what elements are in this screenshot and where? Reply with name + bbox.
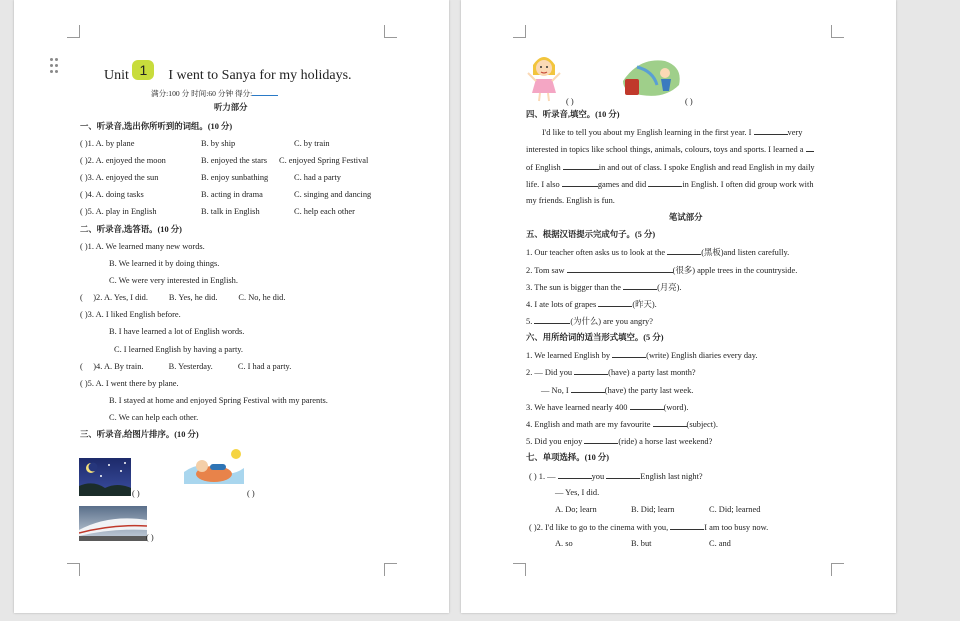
question-line: ( )3. A. I liked English before. xyxy=(80,310,181,319)
crop-mark xyxy=(831,563,844,576)
question-line: 5. Did you enjoy (ride) a horse last weekend? xyxy=(526,437,713,446)
question-row: ( )4. A. doing tasks B. acting in drama C. singing and dancing xyxy=(80,190,372,199)
question-row: ( )2. A. enjoyed the moon B. enjoyed the stars C. enjoyed Spring Festival xyxy=(80,156,369,165)
question-line: 5. (为什么) are you angry? xyxy=(526,317,653,326)
question-line: C. I learned English by having a party. xyxy=(114,345,244,354)
sunbathing-picture xyxy=(180,446,248,492)
section-7-title: 七、单项选择。(10 分) xyxy=(526,453,610,462)
paragraph-line: interested in topics like school things, animals, colours, toys and sports. I learned a xyxy=(526,143,814,155)
crop-mark xyxy=(384,563,397,576)
question-line: ( )5. A. I went there by plane. xyxy=(80,379,179,388)
section-4-title: 四、听录音,填空。(10 分) xyxy=(526,110,620,119)
crop-mark xyxy=(831,25,844,38)
paragraph-line: my friends. English is fun. xyxy=(526,196,615,205)
listening-header: 听力部分 xyxy=(214,103,248,112)
crop-mark xyxy=(513,25,526,38)
travel-picture xyxy=(617,51,687,103)
question-line: 2. Tom saw (很多) apple trees in the countryside. xyxy=(526,266,798,275)
crop-mark xyxy=(513,563,526,576)
question-line: C. We can help each other. xyxy=(109,413,199,422)
question-line: 3. The sun is bigger than the (月亮). xyxy=(526,283,682,292)
section-2-title: 二、听录音,选答语。(10 分) xyxy=(80,225,182,234)
drag-handle-icon[interactable] xyxy=(50,58,58,74)
question-line: C. We were very interested in English. xyxy=(109,276,238,285)
section-5-title: 五、根据汉语提示完成句子。(5 分) xyxy=(526,230,656,239)
paragraph-line: of English in and out of class. I spoke English and read English in my daily xyxy=(526,163,815,172)
question-row: ( )1. A. by plane B. by ship C. by train xyxy=(80,139,330,148)
section-1-title: 一、听录音,选出你所听到的词组。(10 分) xyxy=(80,122,233,131)
answer-paren: ( ) xyxy=(685,97,693,106)
question-line: 1. Our teacher often asks us to look at the (黑板)and listen carefully. xyxy=(526,248,790,257)
train-picture xyxy=(79,506,147,541)
page-title: Unit 1 I went to Sanya for my holidays. xyxy=(104,62,352,83)
question-line: ( )2. I'd like to go to the cinema with you, I am too busy now. xyxy=(529,523,769,532)
question-line: B. I stayed at home and enjoyed Spring Festival with my parents. xyxy=(109,396,328,405)
written-header: 笔试部分 xyxy=(669,213,703,222)
night-sky-picture xyxy=(79,458,131,496)
options-row: A. Do; learn B. Did; learn C. Did; learned xyxy=(555,505,761,514)
question-line: ( )1. A. We learned many new words. xyxy=(80,242,205,251)
girl-picture xyxy=(525,51,563,103)
question-line: ( ) 1. — you English last night? xyxy=(529,472,703,481)
crop-mark xyxy=(67,25,80,38)
question-line: — No, I (have) the party last week. xyxy=(541,386,694,395)
paragraph-line: I'd like to tell you about my English learning in the first year. I very xyxy=(542,128,803,137)
question-line: 1. We learned English by (write) English diaries every day. xyxy=(526,351,758,360)
paragraph-line: life. I also games and did in English. I often did group work with xyxy=(526,180,814,189)
answer-paren: ( ) xyxy=(566,97,574,106)
question-row: ( )3. A. enjoyed the sun B. enjoy sunbathing C. had a party xyxy=(80,173,341,182)
question-row: ( )5. A. play in English B. talk in English C. help each other xyxy=(80,207,355,216)
answer-paren: ( ) xyxy=(247,489,255,498)
crop-mark xyxy=(384,25,397,38)
question-line: 2. — Did you (have) a party last month? xyxy=(526,368,696,377)
options-row: A. so B. but C. and xyxy=(555,539,731,548)
question-line: B. I have learned a lot of English words. xyxy=(109,327,245,336)
score-line: 满分:100 分 时间:60 分钟 得分: xyxy=(151,87,278,99)
crop-mark xyxy=(67,563,80,576)
question-line: B. We learned it by doing things. xyxy=(109,259,220,268)
question-line: 3. We have learned nearly 400 (word). xyxy=(526,403,689,412)
document-page-2 xyxy=(461,0,896,613)
question-line: 4. I ate lots of grapes (昨天). xyxy=(526,300,657,309)
answer-line: — Yes, I did. xyxy=(555,488,600,497)
answer-paren: ( ) xyxy=(146,533,154,542)
question-line: ( )4. A. By train. B. Yesterday. C. I had a party. xyxy=(80,362,292,371)
question-line: 4. English and math are my favourite (subject). xyxy=(526,420,718,429)
section-6-title: 六、用所给词的适当形式填空。(5 分) xyxy=(526,333,664,342)
unit-number-badge: 1 xyxy=(132,60,154,80)
document-page-1 xyxy=(14,0,449,613)
question-line: ( )2. A. Yes, I did. B. Yes, he did. C. No, he did. xyxy=(80,293,286,302)
section-3-title: 三、听录音,给图片排序。(10 分) xyxy=(80,430,199,439)
answer-paren: ( ) xyxy=(132,489,140,498)
